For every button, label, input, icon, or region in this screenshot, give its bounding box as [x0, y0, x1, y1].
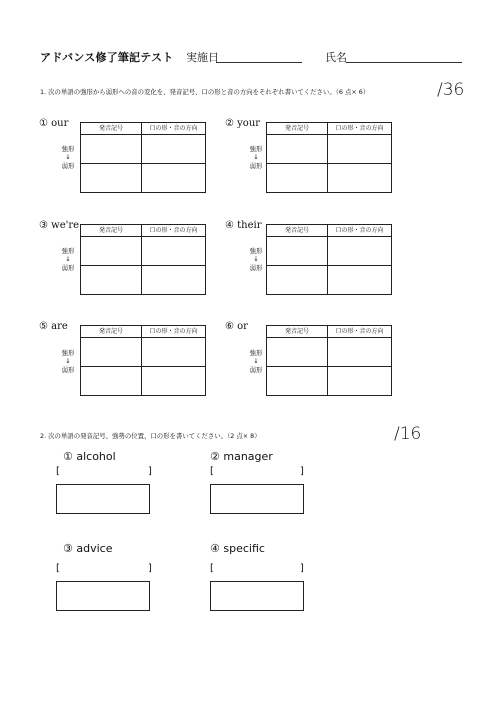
strong-weak-label: 強形 ↓ 弱形	[249, 247, 263, 272]
answer-cell[interactable]	[267, 266, 328, 295]
q1-answer-grid-our	[80, 122, 206, 193]
bracket-open: [	[56, 466, 60, 477]
q2-word-specific: ④ specific	[210, 542, 265, 555]
answer-cell[interactable]	[267, 367, 328, 396]
col-pronunciation-header: 発音記号	[267, 326, 328, 338]
strong-weak-label: 強形 ↓ 弱形	[61, 145, 75, 170]
bracket-open: [	[210, 466, 214, 477]
col-pronunciation-header: 発音記号	[81, 123, 142, 135]
bracket-close: ]	[300, 563, 304, 574]
name-field[interactable]	[346, 62, 462, 63]
answer-box-manager[interactable]	[210, 484, 304, 514]
bracket-open: [	[56, 563, 60, 574]
answer-box-advice[interactable]	[56, 581, 150, 611]
answer-cell[interactable]	[81, 266, 142, 295]
answer-cell[interactable]	[328, 237, 392, 266]
q1-word-or: ⑥ or	[225, 321, 248, 332]
col-mouth-header: 口の形・音の方向	[142, 326, 206, 338]
q2-word-manager: ② manager	[210, 450, 273, 463]
bracket-close: ]	[148, 563, 152, 574]
answer-cell[interactable]	[328, 164, 392, 193]
answer-cell[interactable]	[328, 367, 392, 396]
answer-box-specific[interactable]	[210, 581, 304, 611]
q1-instruction: 1. 次の単語の強形から弱形への音の変化を、発音記号、口の形と音の方向をそれぞれ書いてください。（6 点× 6）	[40, 88, 370, 96]
q1-answer-grid-or	[266, 325, 392, 396]
q1-word-your: ② your	[225, 118, 261, 129]
answer-cell[interactable]	[328, 338, 392, 367]
answer-cell[interactable]	[81, 367, 142, 396]
q1-answer-grid-their	[266, 224, 392, 295]
col-mouth-header: 口の形・音の方向	[142, 225, 206, 237]
answer-cell[interactable]	[267, 135, 328, 164]
q2-score: /16	[394, 424, 422, 444]
answer-cell[interactable]	[142, 135, 206, 164]
col-pronunciation-header: 発音記号	[267, 123, 328, 135]
answer-box-alcohol[interactable]	[56, 484, 150, 514]
answer-cell[interactable]	[81, 237, 142, 266]
col-pronunciation-header: 発音記号	[81, 225, 142, 237]
answer-cell[interactable]	[81, 164, 142, 193]
name-label: 氏名	[325, 51, 347, 64]
answer-cell[interactable]	[267, 338, 328, 367]
q1-score: /36	[437, 80, 465, 100]
q1-word-their: ④ their	[225, 220, 262, 231]
answer-cell[interactable]	[81, 135, 142, 164]
answer-cell[interactable]	[328, 135, 392, 164]
answer-cell[interactable]	[328, 266, 392, 295]
strong-weak-label: 強形 ↓ 弱形	[249, 349, 263, 374]
answer-cell[interactable]	[81, 338, 142, 367]
strong-weak-label: 強形 ↓ 弱形	[249, 145, 263, 170]
bracket-close: ]	[300, 466, 304, 477]
answer-cell[interactable]	[267, 164, 328, 193]
col-pronunciation-header: 発音記号	[81, 326, 142, 338]
col-mouth-header: 口の形・音の方向	[328, 225, 392, 237]
answer-cell[interactable]	[142, 266, 206, 295]
q1-word-were: ③ we're	[39, 220, 80, 231]
bracket-close: ]	[148, 466, 152, 477]
col-pronunciation-header: 発音記号	[267, 225, 328, 237]
test-title: アドバンス修了筆記テスト	[40, 51, 174, 64]
q2-word-alcohol: ① alcohol	[63, 450, 116, 463]
answer-cell[interactable]	[267, 237, 328, 266]
strong-weak-label: 強形 ↓ 弱形	[61, 349, 75, 374]
q1-word-our: ① our	[39, 118, 69, 129]
q2-instruction: 2. 次の単語の発音記号、強勢の位置、口の形を書いてください。（2 点× 8）	[40, 432, 261, 440]
answer-cell[interactable]	[142, 367, 206, 396]
date-label: 実施日	[186, 51, 219, 64]
q1-answer-grid-your	[266, 122, 392, 193]
strong-weak-label: 強形 ↓ 弱形	[61, 247, 75, 272]
bracket-open: [	[210, 563, 214, 574]
answer-cell[interactable]	[142, 338, 206, 367]
q1-answer-grid-were	[80, 224, 206, 295]
answer-cell[interactable]	[142, 164, 206, 193]
q1-word-are: ⑤ are	[39, 321, 68, 332]
col-mouth-header: 口の形・音の方向	[142, 123, 206, 135]
q2-word-advice: ③ advice	[63, 542, 113, 555]
date-field[interactable]	[216, 62, 302, 63]
q1-answer-grid-are	[80, 325, 206, 396]
answer-cell[interactable]	[142, 237, 206, 266]
col-mouth-header: 口の形・音の方向	[328, 326, 392, 338]
col-mouth-header: 口の形・音の方向	[328, 123, 392, 135]
